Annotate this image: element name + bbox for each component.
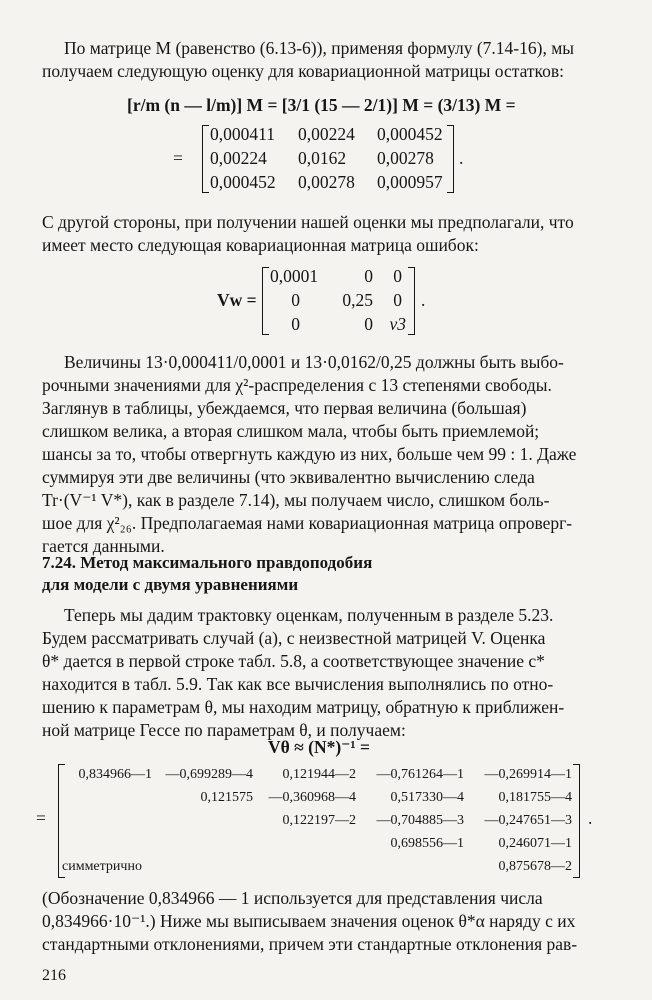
matrix-cell-symmetric-note: симметрично bbox=[62, 859, 142, 874]
section-heading-line-1 bbox=[42, 552, 372, 573]
text-line: гается данными. bbox=[42, 536, 165, 556]
text-line: слишком велика, а вторая слишком мала, чтобы быть приемлемой; bbox=[42, 421, 540, 441]
matrix-cell: 0,122197—2 bbox=[282, 813, 356, 828]
matrix-cell: —0,360968—4 bbox=[268, 790, 356, 805]
matrix-cell: —0,269914—1 bbox=[484, 767, 572, 782]
period: . bbox=[459, 148, 464, 168]
matrix-cell: 0,121575 bbox=[200, 790, 253, 805]
matrix-cell: 0,000411 bbox=[210, 124, 275, 144]
matrix-cell: —0,699289—4 bbox=[165, 767, 253, 782]
vw-label: Vw = bbox=[217, 290, 257, 310]
matrix-cell: 0,834966—1 bbox=[78, 767, 152, 782]
text-line: ной матрице Гессе по параметрам θ, и получаем: bbox=[42, 720, 406, 740]
text-line: θ* дается в первой строке табл. 5.8, а соответствующее значение c* bbox=[42, 651, 545, 671]
text-line: находится в табл. 5.9. Так как все вычисления выполнялись по отно- bbox=[42, 674, 554, 694]
page-number: 216 bbox=[42, 967, 66, 984]
section-number: 7.24. bbox=[42, 553, 76, 572]
text-line: шению к параметрам θ, мы находим матрицу, обратную к приближен- bbox=[42, 697, 565, 717]
matrix-cell: 0 bbox=[393, 266, 402, 286]
text-line: стандартными отклонениями, причем эти стандартные отклонения рав- bbox=[42, 934, 578, 954]
text-line: Теперь мы дадим трактовку оценкам, полученным в разделе 5.23. bbox=[64, 605, 554, 625]
matrix-cell: 0,181755—4 bbox=[498, 790, 572, 805]
text-line: Будем рассматривать случай (а), с неизвестной матрицей V. Оценка bbox=[42, 628, 546, 648]
matrix-cell: 0,00224 bbox=[210, 148, 267, 168]
text-line: (Обозначение 0,834966 — 1 используется для представления числа bbox=[42, 888, 543, 908]
matrix-cell: 0,000452 bbox=[377, 124, 443, 144]
text-line: С другой стороны, при получении нашей оценки мы предполагали, что bbox=[42, 212, 574, 232]
text-line: Tr·(V⁻¹ V*), как в разделе 7.14), мы получаем число, слишком боль- bbox=[42, 490, 550, 510]
matrix-cell: 0,246071—1 bbox=[498, 836, 572, 851]
period: . bbox=[588, 808, 593, 828]
matrix-cell: 0 bbox=[393, 290, 402, 310]
period: . bbox=[421, 290, 426, 310]
matrix-cell: 0,25 bbox=[342, 290, 373, 310]
matrix-cell: 0,875678—2 bbox=[498, 859, 572, 874]
matrix-cell: 0,00278 bbox=[298, 172, 355, 192]
text-line: шансы за то, чтобы отвергнуть каждую из них, больше чем 99 : 1. Даже bbox=[42, 444, 577, 464]
text-line: По матрице M (равенство (6.13-6)), применяя формулу (7.14-16), мы bbox=[64, 38, 575, 58]
matrix-cell: —0,247651—3 bbox=[484, 813, 572, 828]
text-line: получаем следующую оценку для ковариационной матрицы остатков: bbox=[42, 61, 565, 81]
matrix-cell: 0 bbox=[364, 266, 373, 286]
equation-residual-estimate: [r/m (n — l/m)] M = [3/1 (15 — 2/1)] M = (3/13) M = bbox=[127, 95, 516, 115]
matrix-cell: 0 bbox=[291, 290, 300, 310]
equals-sign: = bbox=[36, 808, 46, 828]
left-bracket bbox=[262, 267, 269, 335]
text-line: рочными значениями для χ²-распределения с 13 степенями свободы. bbox=[42, 375, 552, 395]
matrix-cell: 0,000957 bbox=[377, 172, 443, 192]
matrix-cell: 0,00278 bbox=[377, 148, 434, 168]
left-bracket bbox=[202, 125, 209, 193]
matrix-cell: 0 bbox=[364, 314, 373, 334]
section-title: Метод максимального правдоподобия bbox=[80, 553, 373, 572]
matrix-cell: —0,704885—3 bbox=[376, 813, 464, 828]
text-line: 0,834966·10⁻¹.) Ниже мы выписываем значения оценок θ*α наряду с их bbox=[42, 911, 576, 931]
matrix-cell: 0,0162 bbox=[298, 148, 347, 168]
text-line: имеет место следующая ковариационная матрица ошибок: bbox=[42, 235, 479, 255]
text-line: шое для χ²₂₆. Предполагаемая нами ковариационная матрица опроверг- bbox=[42, 513, 573, 533]
equals-sign: = bbox=[173, 148, 183, 168]
text-line: Заглянув в таблицы, убеждаемся, что первая величина (большая) bbox=[42, 398, 527, 418]
equation-covariance-approx: Vθ ≈ (N*)⁻¹ = bbox=[268, 737, 371, 757]
matrix-cell: 0,121944—2 bbox=[282, 767, 356, 782]
text-line: суммируя эти две величины (что эквивалентно вычислению следа bbox=[42, 467, 535, 487]
matrix-cell: 0,698556—1 bbox=[390, 836, 464, 851]
matrix-cell: 0,00224 bbox=[298, 124, 355, 144]
matrix-cell: —0,761264—1 bbox=[376, 767, 464, 782]
matrix-cell: 0,0001 bbox=[270, 266, 319, 286]
text-line: Величины 13·0,000411/0,0001 и 13·0,0162/0,25 должны быть выбо- bbox=[64, 352, 564, 372]
right-bracket bbox=[573, 764, 580, 878]
matrix-cell: 0,000452 bbox=[210, 172, 276, 192]
matrix-cell: 0 bbox=[291, 314, 300, 334]
right-bracket bbox=[408, 267, 415, 335]
matrix-cell: v3 bbox=[389, 314, 406, 334]
matrix-cell: 0,517330—4 bbox=[390, 790, 464, 805]
section-title-line-2: для модели с двумя уравнениями bbox=[42, 575, 299, 594]
